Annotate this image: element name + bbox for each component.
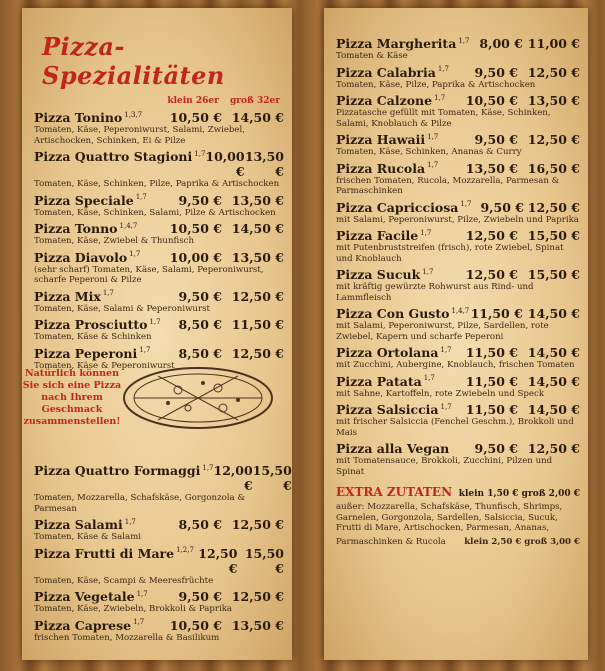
item-price-small: 9,50 € — [474, 441, 518, 456]
item-name: Pizza Frutti di Mare — [34, 545, 175, 561]
item-description: mit Putenbruststreifen (frisch), rote Zwiebel, Spinat und Knoblauch — [336, 243, 564, 264]
item-name: Pizza Rucola — [336, 160, 426, 176]
item-description: mit kräftig gewürzte Rohwurst aus Rind- und Lammfleisch — [336, 282, 534, 303]
menu-item — [336, 36, 580, 62]
menu-item — [336, 93, 580, 129]
item-allergens: 1,7 — [420, 228, 432, 237]
item-name: Pizza Margherita — [336, 36, 457, 51]
left-pizza-list — [34, 110, 284, 371]
item-price-small: 8,50 € — [178, 345, 222, 361]
item-price-large: 12,50 € — [527, 132, 580, 147]
left-pizza-list-bottom — [34, 463, 292, 646]
item-price-small: 12,50 € — [198, 545, 238, 576]
item-name: Pizza Vegetale — [34, 589, 135, 604]
item-allergens: 1,7 — [135, 193, 147, 202]
menu-item — [336, 306, 580, 342]
item-allergens: 1,7 — [427, 132, 439, 141]
item-price-large: 12,50 € — [527, 441, 580, 456]
item-description: Tomaten, Käse, Scampi & Meeresfrüchte — [34, 575, 214, 586]
item-allergens: 1,7 — [124, 517, 136, 526]
item-description: Tomaten, Mozzarella, Schafskäse, Gorgonzola & Parmesan — [34, 493, 246, 514]
item-description: Tomaten, Käse & Peperoniwurst — [34, 360, 175, 371]
item-allergens: 1,4,7 — [119, 221, 138, 230]
item-price-large: 13,50 € — [244, 149, 284, 179]
item-allergens: 1,7 — [423, 374, 435, 383]
item-name: Pizza alla Vegan — [336, 441, 450, 456]
item-name: Pizza Patata — [336, 373, 422, 389]
item-price-small: 9,50 € — [178, 192, 222, 208]
item-name: Pizza Salsiccia — [336, 402, 439, 417]
item-description: mit Salami, Peperoniwurst, Pilze, Sardellen, rote Zwiebel, Kapern und scharfe Peperoni — [336, 321, 549, 342]
menu-item — [34, 517, 284, 543]
size-labels — [34, 96, 280, 106]
menu-item — [336, 161, 580, 197]
item-description: mit Zucchini, Aubergine, Knoblauch, frischen Tomaten — [336, 360, 575, 370]
item-price-small: 9,50 € — [178, 589, 222, 604]
item-price-large: 14,50 € — [231, 221, 284, 236]
right-pizza-list — [336, 36, 580, 477]
item-name: Pizza Con Gusto — [336, 306, 450, 321]
item-name: Pizza Quattro Stagioni — [34, 149, 193, 164]
item-name: Pizza Quattro Formaggi — [34, 463, 201, 478]
item-allergens: 1,7 — [440, 402, 452, 411]
item-price-large: 15,50 € — [527, 228, 580, 243]
item-price-large: 14,50 € — [527, 306, 580, 321]
item-allergens: 1,7 — [460, 200, 472, 209]
menu-item — [34, 589, 284, 615]
item-allergens: 1,7 — [129, 250, 141, 259]
item-description: Tomaten & Käse — [336, 51, 408, 61]
menu-item — [34, 250, 284, 286]
menu-item — [34, 546, 284, 587]
extra-toppings — [336, 485, 580, 547]
menu-item — [336, 345, 580, 371]
menu-item — [34, 289, 284, 315]
menu-item — [34, 221, 284, 247]
item-allergens: 1,7 — [434, 93, 446, 102]
item-description: Pizzatasche gefüllt mit Tomaten, Käse, Schinken, Salami, Knoblauch & Pilze — [336, 108, 551, 129]
menu-item — [336, 200, 580, 226]
item-price-large: 13,50 € — [231, 192, 284, 208]
item-allergens: 1,7 — [458, 36, 470, 45]
item-name: Pizza Capricciosa — [336, 199, 459, 215]
item-price-small: 10,50 € — [169, 110, 222, 125]
menu-title: Pizza-Spezialitäten — [42, 32, 225, 90]
item-price-small: 11,50 € — [470, 306, 523, 321]
menu-item — [336, 441, 580, 477]
item-description: Tomaten, Käse, Schinken, Pilze, Paprika & Artischocken — [34, 179, 280, 189]
menu-item — [34, 463, 292, 514]
item-allergens: 1,7 — [133, 618, 145, 627]
item-price-large: 16,50 € — [527, 160, 580, 176]
item-description: frischen Tomaten, Mozzarella & Basilikum — [34, 632, 220, 643]
menu-item — [336, 402, 580, 438]
item-price-small: 12,50 € — [465, 267, 518, 282]
item-name: Pizza Calabria — [336, 64, 436, 80]
item-price-small: 9,50 € — [178, 288, 222, 304]
menu-item — [34, 317, 284, 343]
item-price-small: 8,50 € — [178, 317, 222, 332]
item-description: mit frischer Salsiccia (Fenchel Geschm.), Brokkoli und Mais — [336, 417, 574, 438]
item-name: Pizza Salami — [34, 517, 123, 532]
extra-desc: außer: Mozzarella, Schafskäse, Thunfisch, Shrimps, Garnelen, Gorgonzola, Sardellen, Salsiccia, Sucuk, Frutti di Mare, Artischocken, Parmesan, Ananas, — [336, 502, 563, 533]
item-price-small: 10,00 € — [205, 149, 245, 179]
menu-item — [336, 374, 580, 400]
item-price-large: 12,50 € — [527, 199, 580, 215]
item-allergens: 1,3,7 — [124, 110, 143, 119]
menu-item — [34, 110, 284, 146]
item-allergens: 1,7 — [194, 149, 206, 158]
item-allergens: 1,7 — [102, 289, 114, 298]
item-description: Tomaten, Käse, Peperoniwurst, Salami, Zwiebel, Artischocken, Schinken, Ei & Pilze — [34, 125, 245, 146]
item-price-large: 15,50 € — [244, 545, 284, 576]
item-allergens: 1,7 — [139, 346, 151, 355]
item-price-small: 13,50 € — [465, 160, 518, 176]
item-description: Tomaten, Käse, Zwiebeln, Brokkoli & Paprika — [34, 604, 233, 614]
extra-price-top: klein 1,50 € groß 2,00 € — [458, 489, 580, 499]
item-price-large: 11,00 € — [527, 36, 580, 51]
item-description: Tomaten, Käse, Salami & Peperoniwurst — [34, 303, 210, 314]
item-allergens: 1,7 — [427, 161, 439, 170]
item-name: Pizza Facile — [336, 228, 419, 243]
item-price-large: 12,50 € — [231, 288, 284, 304]
item-price-large: 12,50 € — [527, 64, 580, 80]
item-price-large: 13,50 € — [527, 93, 580, 108]
menu-item — [336, 132, 580, 158]
item-price-large: 14,50 € — [231, 110, 284, 125]
left-menu-panel — [22, 8, 292, 660]
item-price-large: 14,50 € — [527, 373, 580, 389]
item-allergens: 1,2,7 — [176, 546, 194, 555]
item-name: Pizza Tonno — [34, 221, 118, 236]
item-description: Tomaten, Käse, Pilze, Paprika & Artischocken — [336, 79, 536, 90]
item-name: Pizza Caprese — [34, 617, 132, 633]
item-name: Pizza Tonino — [34, 110, 123, 125]
item-price-small: 11,50 € — [465, 345, 518, 360]
item-description: mit Salami, Peperoniwurst, Pilze, Zwiebeln und Paprika — [336, 214, 579, 225]
item-price-large: 13,50 € — [231, 617, 284, 633]
item-allergens: 1,7 — [149, 317, 161, 326]
item-allergens: 1,7 — [440, 345, 452, 354]
pizza-sketch-icon — [118, 358, 278, 438]
item-price-small: 10,50 € — [169, 617, 222, 633]
item-allergens: 1,4,7 — [451, 306, 470, 315]
item-price-small: 12,00 € — [213, 463, 253, 493]
item-price-small: 9,50 € — [480, 199, 524, 215]
item-price-small: 10,50 € — [465, 93, 518, 108]
item-description: frischen Tomaten, Rucola, Mozzarella, Parmesan & Parmaschinken — [336, 175, 560, 196]
item-name: Pizza Mix — [34, 288, 101, 304]
item-description: mit Sahne, Kartoffeln, rote Zwiebeln und Speck — [336, 388, 545, 399]
item-price-small: 9,50 € — [474, 132, 518, 147]
item-description: Tomaten, Käse & Schinken — [34, 332, 152, 342]
item-description: Tomaten, Käse, Schinken, Salami, Pilze & Artischocken — [34, 207, 276, 218]
extra-price-bottom: klein 2,50 € groß 3,00 € — [464, 536, 580, 547]
item-price-small: 9,50 € — [474, 64, 518, 80]
item-description: (sehr scharf) Tomaten, Käse, Salami, Peperoniwurst, scharfe Peperoni & Pilze — [34, 264, 264, 285]
item-price-small: 10,00 € — [169, 249, 222, 265]
item-price-large: 11,50 € — [231, 317, 284, 332]
menu-item — [34, 149, 284, 190]
extra-last-line: Parmaschinken & Rucola — [336, 536, 446, 547]
item-name: Pizza Prosciutto — [34, 317, 148, 332]
menu-item — [336, 65, 580, 91]
item-allergens: 1,7 — [422, 267, 434, 276]
item-price-large: 15,50 € — [252, 463, 292, 493]
item-price-large: 15,50 € — [527, 267, 580, 282]
item-allergens: 1,7 — [136, 589, 148, 598]
item-price-small: 12,50 € — [465, 228, 518, 243]
item-price-large: 12,50 € — [231, 589, 284, 604]
menu-item — [34, 193, 284, 219]
item-price-large: 14,50 € — [527, 345, 580, 360]
item-description: Tomaten, Käse & Salami — [34, 532, 141, 542]
item-description: Tomaten, Käse, Schinken, Ananas & Curry — [336, 147, 522, 157]
item-name: Pizza Ortolana — [336, 345, 439, 360]
item-name: Pizza Sucuk — [336, 267, 421, 282]
item-description: Tomaten, Käse, Zwiebel & Thunfisch — [34, 236, 194, 246]
item-price-large: 12,50 € — [231, 517, 284, 532]
size-label-large: groß 32er — [229, 96, 280, 106]
item-price-small: 8,50 € — [178, 517, 222, 532]
item-price-small: 8,00 € — [479, 36, 523, 51]
size-label-small: klein 26er — [167, 96, 219, 106]
right-menu-panel — [324, 8, 588, 660]
item-allergens: 1,7 — [202, 463, 214, 472]
item-allergens: 1,7 — [437, 65, 450, 74]
item-name: Pizza Peperoni — [34, 345, 138, 361]
menu-item — [336, 267, 580, 303]
item-price-large: 14,50 € — [527, 402, 580, 417]
menu-item — [336, 228, 580, 264]
extra-title: EXTRA ZUTATEN — [336, 485, 453, 499]
item-price-large: 13,50 € — [231, 249, 284, 265]
item-price-large: 12,50 € — [231, 345, 284, 361]
item-name: Pizza Diavolo — [34, 249, 128, 265]
menu-item — [34, 618, 284, 644]
item-name: Pizza Hawaii — [336, 132, 426, 147]
item-name: Pizza Speciale — [34, 192, 134, 208]
item-name: Pizza Calzone — [336, 93, 433, 108]
item-description: mit Tomatensauce, Brokkoli, Zucchini, Pilzen und Spinat — [336, 456, 553, 477]
item-price-small: 11,50 € — [465, 373, 518, 389]
item-price-small: 11,50 € — [465, 402, 518, 417]
item-price-small: 10,50 € — [169, 221, 222, 236]
custom-pizza-note: Natürlich können Sie sich eine Pizza nach Ihrem Geschmack zusammenstellen! — [22, 368, 122, 427]
